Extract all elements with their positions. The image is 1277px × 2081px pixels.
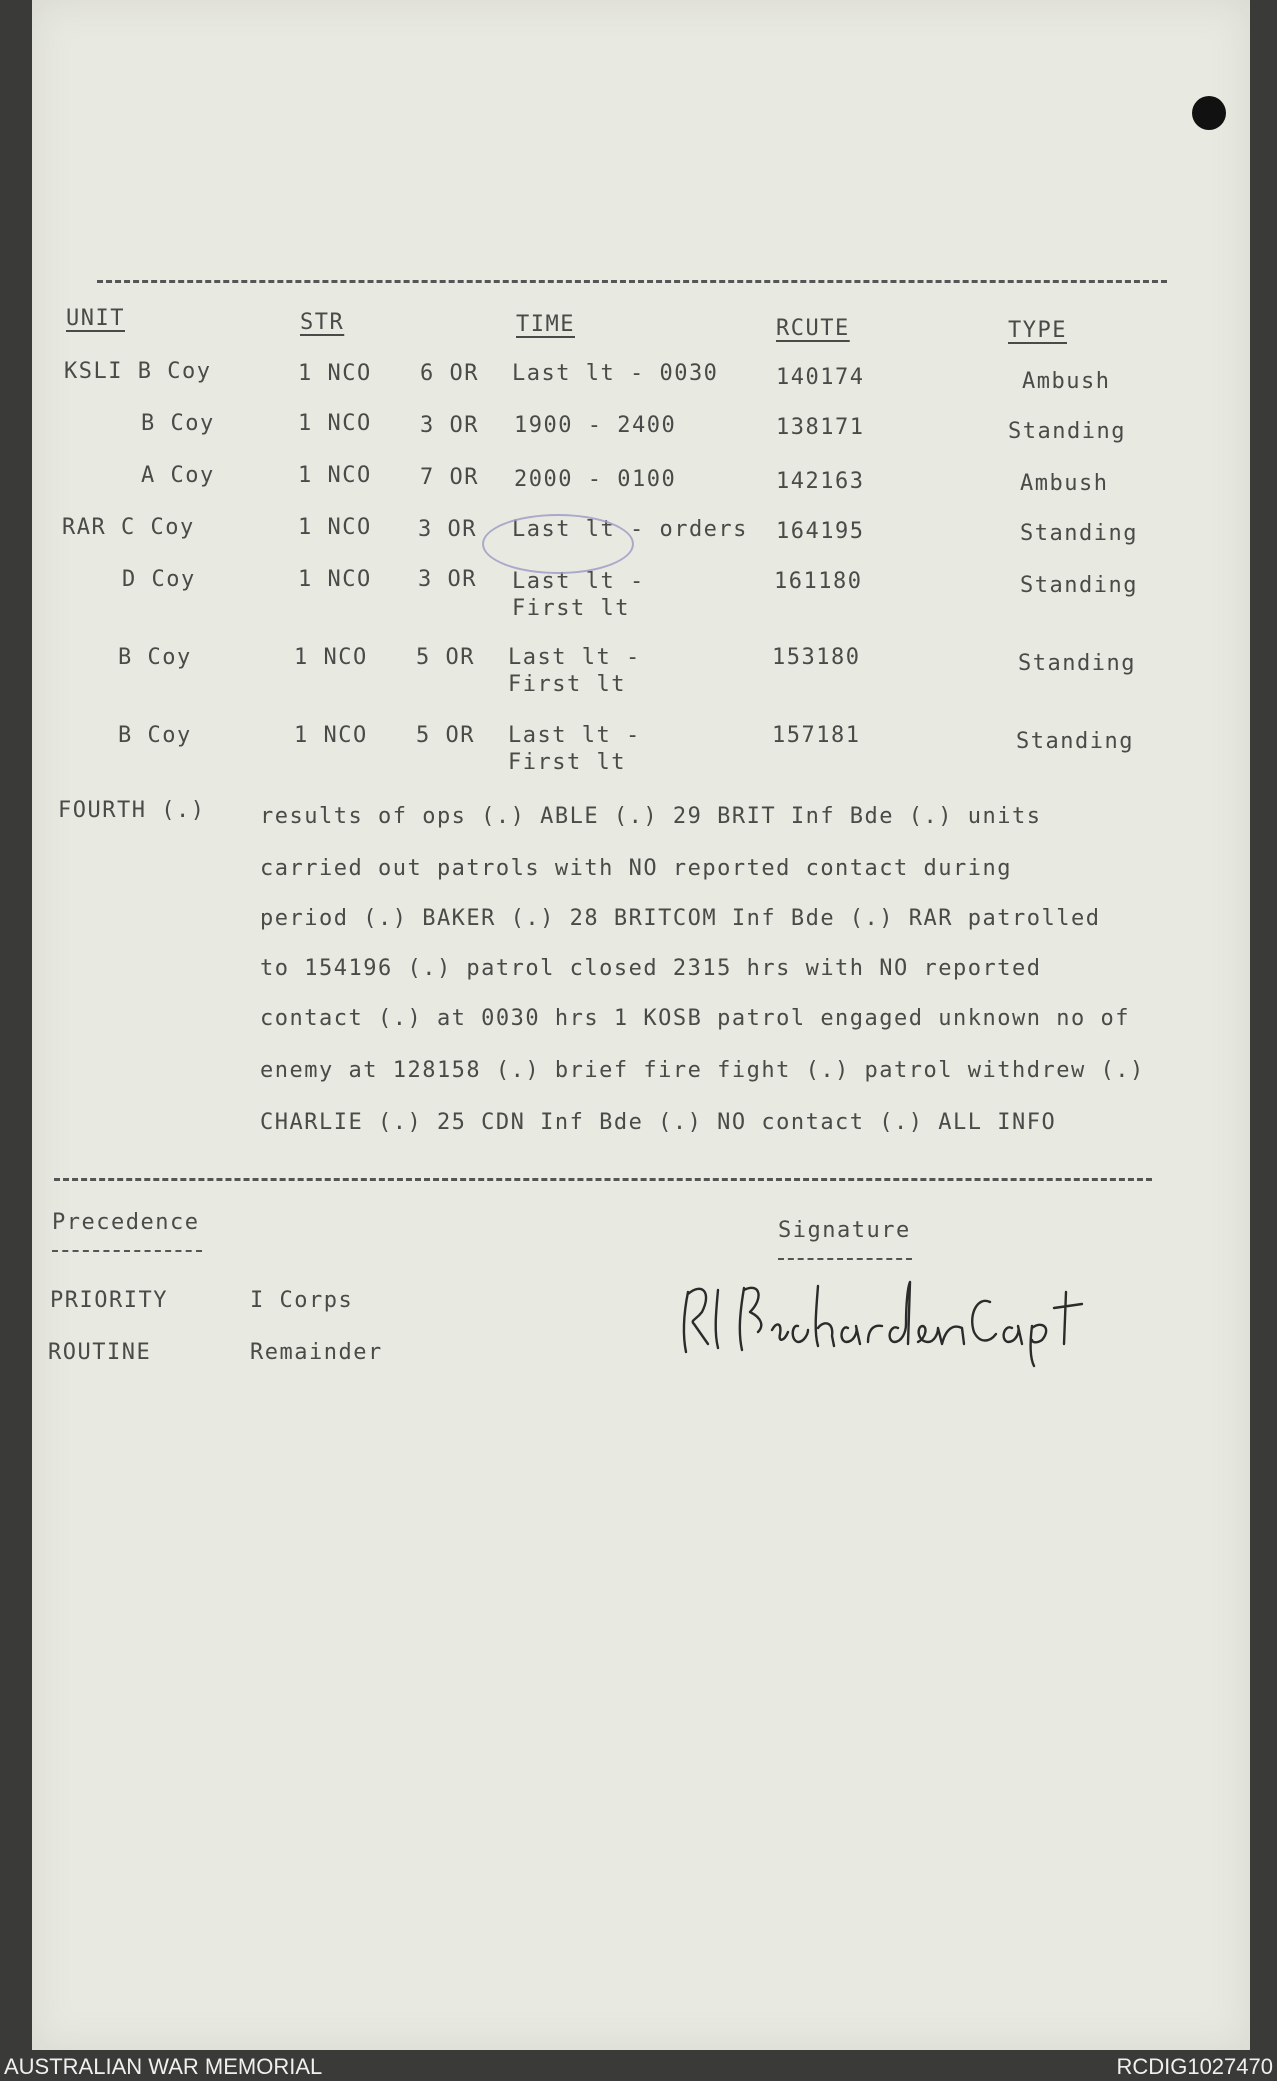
paragraph-label: FOURTH (.) [58, 798, 206, 823]
cell-unit: B Coy [141, 411, 215, 436]
table-row [32, 644, 1250, 704]
cell-time: Last lt - First lt [508, 645, 641, 697]
cell-nco: 1 NCO [298, 463, 372, 488]
handwritten-signature [672, 1262, 1192, 1372]
cell-nco: 1 NCO [298, 515, 372, 540]
cell-unit: RAR C Coy [62, 515, 195, 540]
paragraph-line: period (.) BAKER (.) 28 BRITCOM Inf Bde (.) RAR patrolled [260, 906, 1101, 931]
header-str: STR [300, 310, 345, 335]
document-page [32, 0, 1250, 2050]
bottom-divider [54, 1178, 1152, 1181]
cell-route: 138171 [776, 415, 865, 440]
cell-unit: B Coy [118, 645, 192, 670]
table-row [32, 410, 1250, 470]
signature-underline [778, 1258, 912, 1260]
cell-unit: KSLI B Coy [64, 359, 212, 384]
paragraph-line: carried out patrols with NO reported contact during [260, 856, 1013, 881]
paragraph-line: contact (.) at 0030 hrs 1 KOSB patrol engaged unknown no of [260, 1006, 1130, 1031]
cell-unit: B Coy [118, 723, 192, 748]
header-unit: UNIT [66, 306, 125, 331]
table-row [32, 514, 1250, 574]
precedence-level: ROUTINE [48, 1340, 152, 1365]
cell-time: Last lt - 0030 [512, 361, 719, 386]
header-type: TYPE [1008, 318, 1067, 343]
table-row [32, 358, 1250, 418]
cell-unit: D Coy [122, 567, 196, 592]
cell-nco: 1 NCO [294, 723, 368, 748]
cell-route: 140174 [776, 365, 865, 390]
footer-right: RCDIG1027470 [1116, 2054, 1273, 2079]
cell-or: 5 OR [416, 723, 475, 748]
signature-label: Signature [778, 1218, 911, 1243]
top-divider [97, 280, 1167, 283]
cell-time: 1900 - 2400 [514, 413, 677, 438]
pencil-circle-mark [482, 514, 634, 574]
cell-time: Last lt - First lt [508, 723, 641, 775]
cell-or: 7 OR [420, 465, 479, 490]
cell-or: 3 OR [418, 517, 477, 542]
paragraph-line: enemy at 128158 (.) brief fire fight (.) patrol withdrew (.) [260, 1058, 1145, 1083]
cell-type: Standing [1018, 651, 1136, 676]
header-route: RCUTE [776, 316, 850, 341]
cell-or: 6 OR [420, 361, 479, 386]
precedence-label: Precedence [52, 1210, 200, 1235]
precedence-underline [52, 1250, 202, 1252]
cell-nco: 1 NCO [298, 567, 372, 592]
cell-route: 164195 [776, 519, 865, 544]
cell-nco: 1 NCO [298, 411, 372, 436]
cell-time: Last lt - First lt [512, 569, 645, 621]
cell-or: 3 OR [420, 413, 479, 438]
header-time: TIME [516, 312, 575, 337]
precedence-addressee: Remainder [250, 1340, 383, 1365]
table-row [32, 462, 1250, 522]
cell-route: 157181 [772, 723, 861, 748]
cell-time: Last lt - orders [512, 517, 748, 542]
paragraph-line: to 154196 (.) patrol closed 2315 hrs with NO reported [260, 956, 1042, 981]
cell-time: 2000 - 0100 [514, 467, 677, 492]
cell-type: Ambush [1022, 369, 1111, 394]
table-row [32, 722, 1250, 782]
archive-footer [0, 2050, 1277, 2081]
cell-or: 5 OR [416, 645, 475, 670]
cell-type: Standing [1016, 729, 1134, 754]
cell-nco: 1 NCO [294, 645, 368, 670]
precedence-level: PRIORITY [50, 1288, 168, 1313]
cell-or: 3 OR [418, 567, 477, 592]
precedence-addressee: I Corps [250, 1288, 354, 1313]
cell-unit: A Coy [141, 463, 215, 488]
cell-nco: 1 NCO [298, 361, 372, 386]
cell-type: Standing [1008, 419, 1126, 444]
paragraph-line: results of ops (.) ABLE (.) 29 BRIT Inf Bde (.) units [260, 804, 1042, 829]
punch-hole [1192, 96, 1226, 130]
cell-type: Standing [1020, 521, 1138, 546]
cell-route: 161180 [774, 569, 863, 594]
cell-route: 153180 [772, 645, 861, 670]
table-row [32, 566, 1250, 626]
paragraph-line: CHARLIE (.) 25 CDN Inf Bde (.) NO contact (.) ALL INFO [260, 1110, 1057, 1135]
footer-left: AUSTRALIAN WAR MEMORIAL [4, 2054, 323, 2079]
cell-route: 142163 [776, 469, 865, 494]
cell-type: Standing [1020, 573, 1138, 598]
cell-type: Ambush [1020, 471, 1109, 496]
